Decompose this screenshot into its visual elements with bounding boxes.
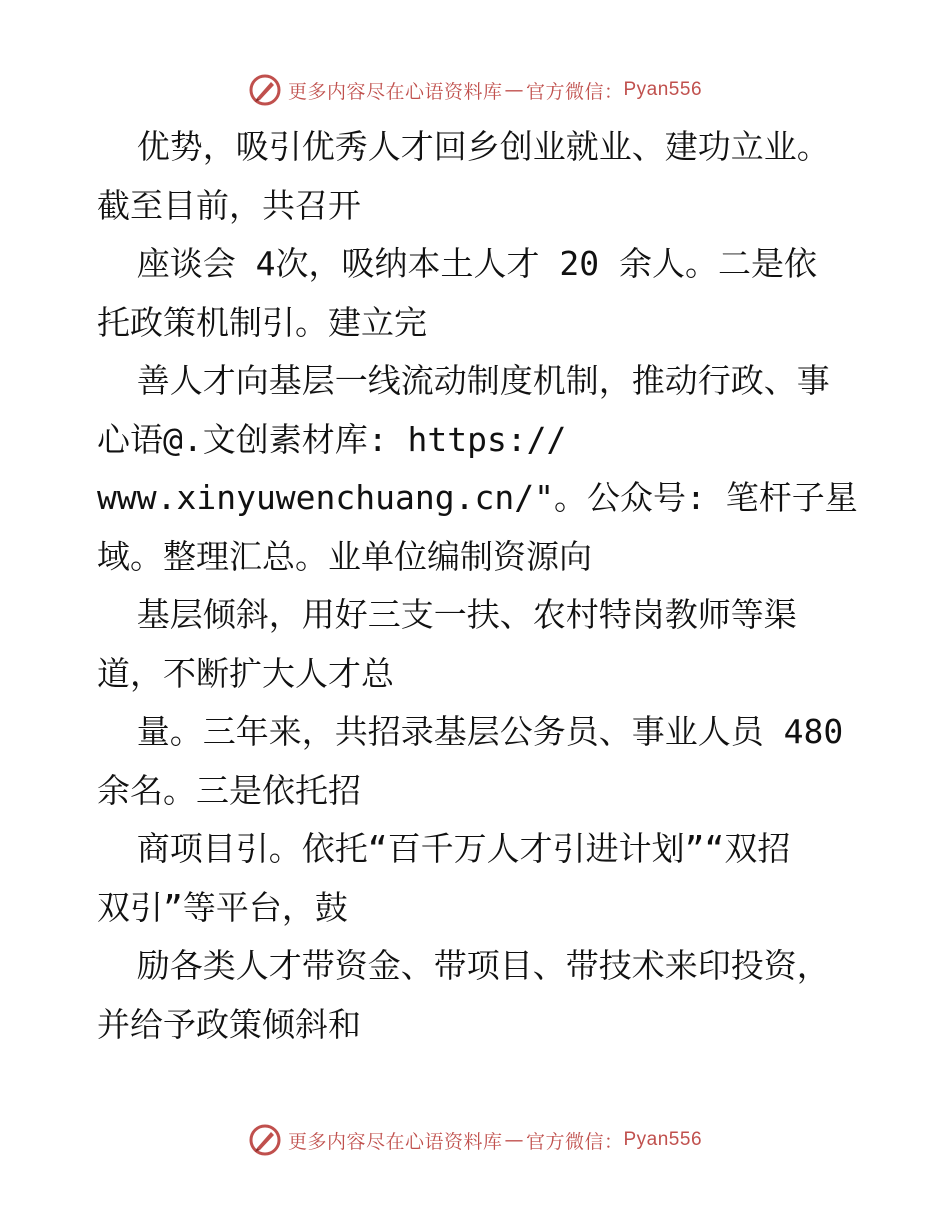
text-line: 托政策机制引。建立完 [97,302,427,342]
pen-logo-icon [248,1123,282,1157]
text-line: 善人才向基层一线流动制度机制，推动行政、事 [97,361,830,400]
text-line: 量。三年来，共招录基层公务员、事业人员 480 [97,712,844,751]
text-line: www.xinyuwenchuang.cn/"。公众号: 笔杆子星 [97,478,858,517]
text-line: 优势，吸引优秀人才回乡创业就业、建功立业。 [97,127,830,166]
text-line: 基层倾斜，用好三支一扶、农村特岗教师等渠 [97,595,797,634]
text-line: 双引”等平台，鼓 [97,887,348,927]
pen-logo-icon [248,73,282,107]
watermark-main-text: 更多内容尽在心语资料库 [287,80,503,103]
footer-watermark [0,1120,950,1160]
watermark-wechat-id: Pyan556 [623,79,703,100]
text-line: 商项目引。依托“百千万人才引进计划”“双招 [97,829,791,868]
text-line: 励各类人才带资金、带项目、带技术来印投资， [97,946,830,985]
text-line: 座谈会 4次，吸纳本土人才 20 余人。二是依 [97,244,817,283]
text-line: 并给予政策倾斜和 [97,1004,361,1044]
document-body [97,118,897,1054]
text-line: 域。整理汇总。业单位编制资源向 [97,536,592,576]
watermark-dash: — [504,1129,524,1151]
watermark-wechat-label: 官方微信： [525,80,624,103]
text-line: 截至目前，共召开 [97,185,361,225]
watermark-wechat-label: 官方微信： [525,1130,624,1153]
text-line: 心语@.文创素材库: https:// [97,419,567,459]
watermark-dash: — [504,79,524,101]
watermark-wechat-id: Pyan556 [623,1129,703,1150]
text-line: 道，不断扩大人才总 [97,653,394,693]
watermark-main-text: 更多内容尽在心语资料库 [287,1130,503,1153]
text-line: 余名。三是依托招 [97,770,361,810]
header-watermark [0,70,950,110]
